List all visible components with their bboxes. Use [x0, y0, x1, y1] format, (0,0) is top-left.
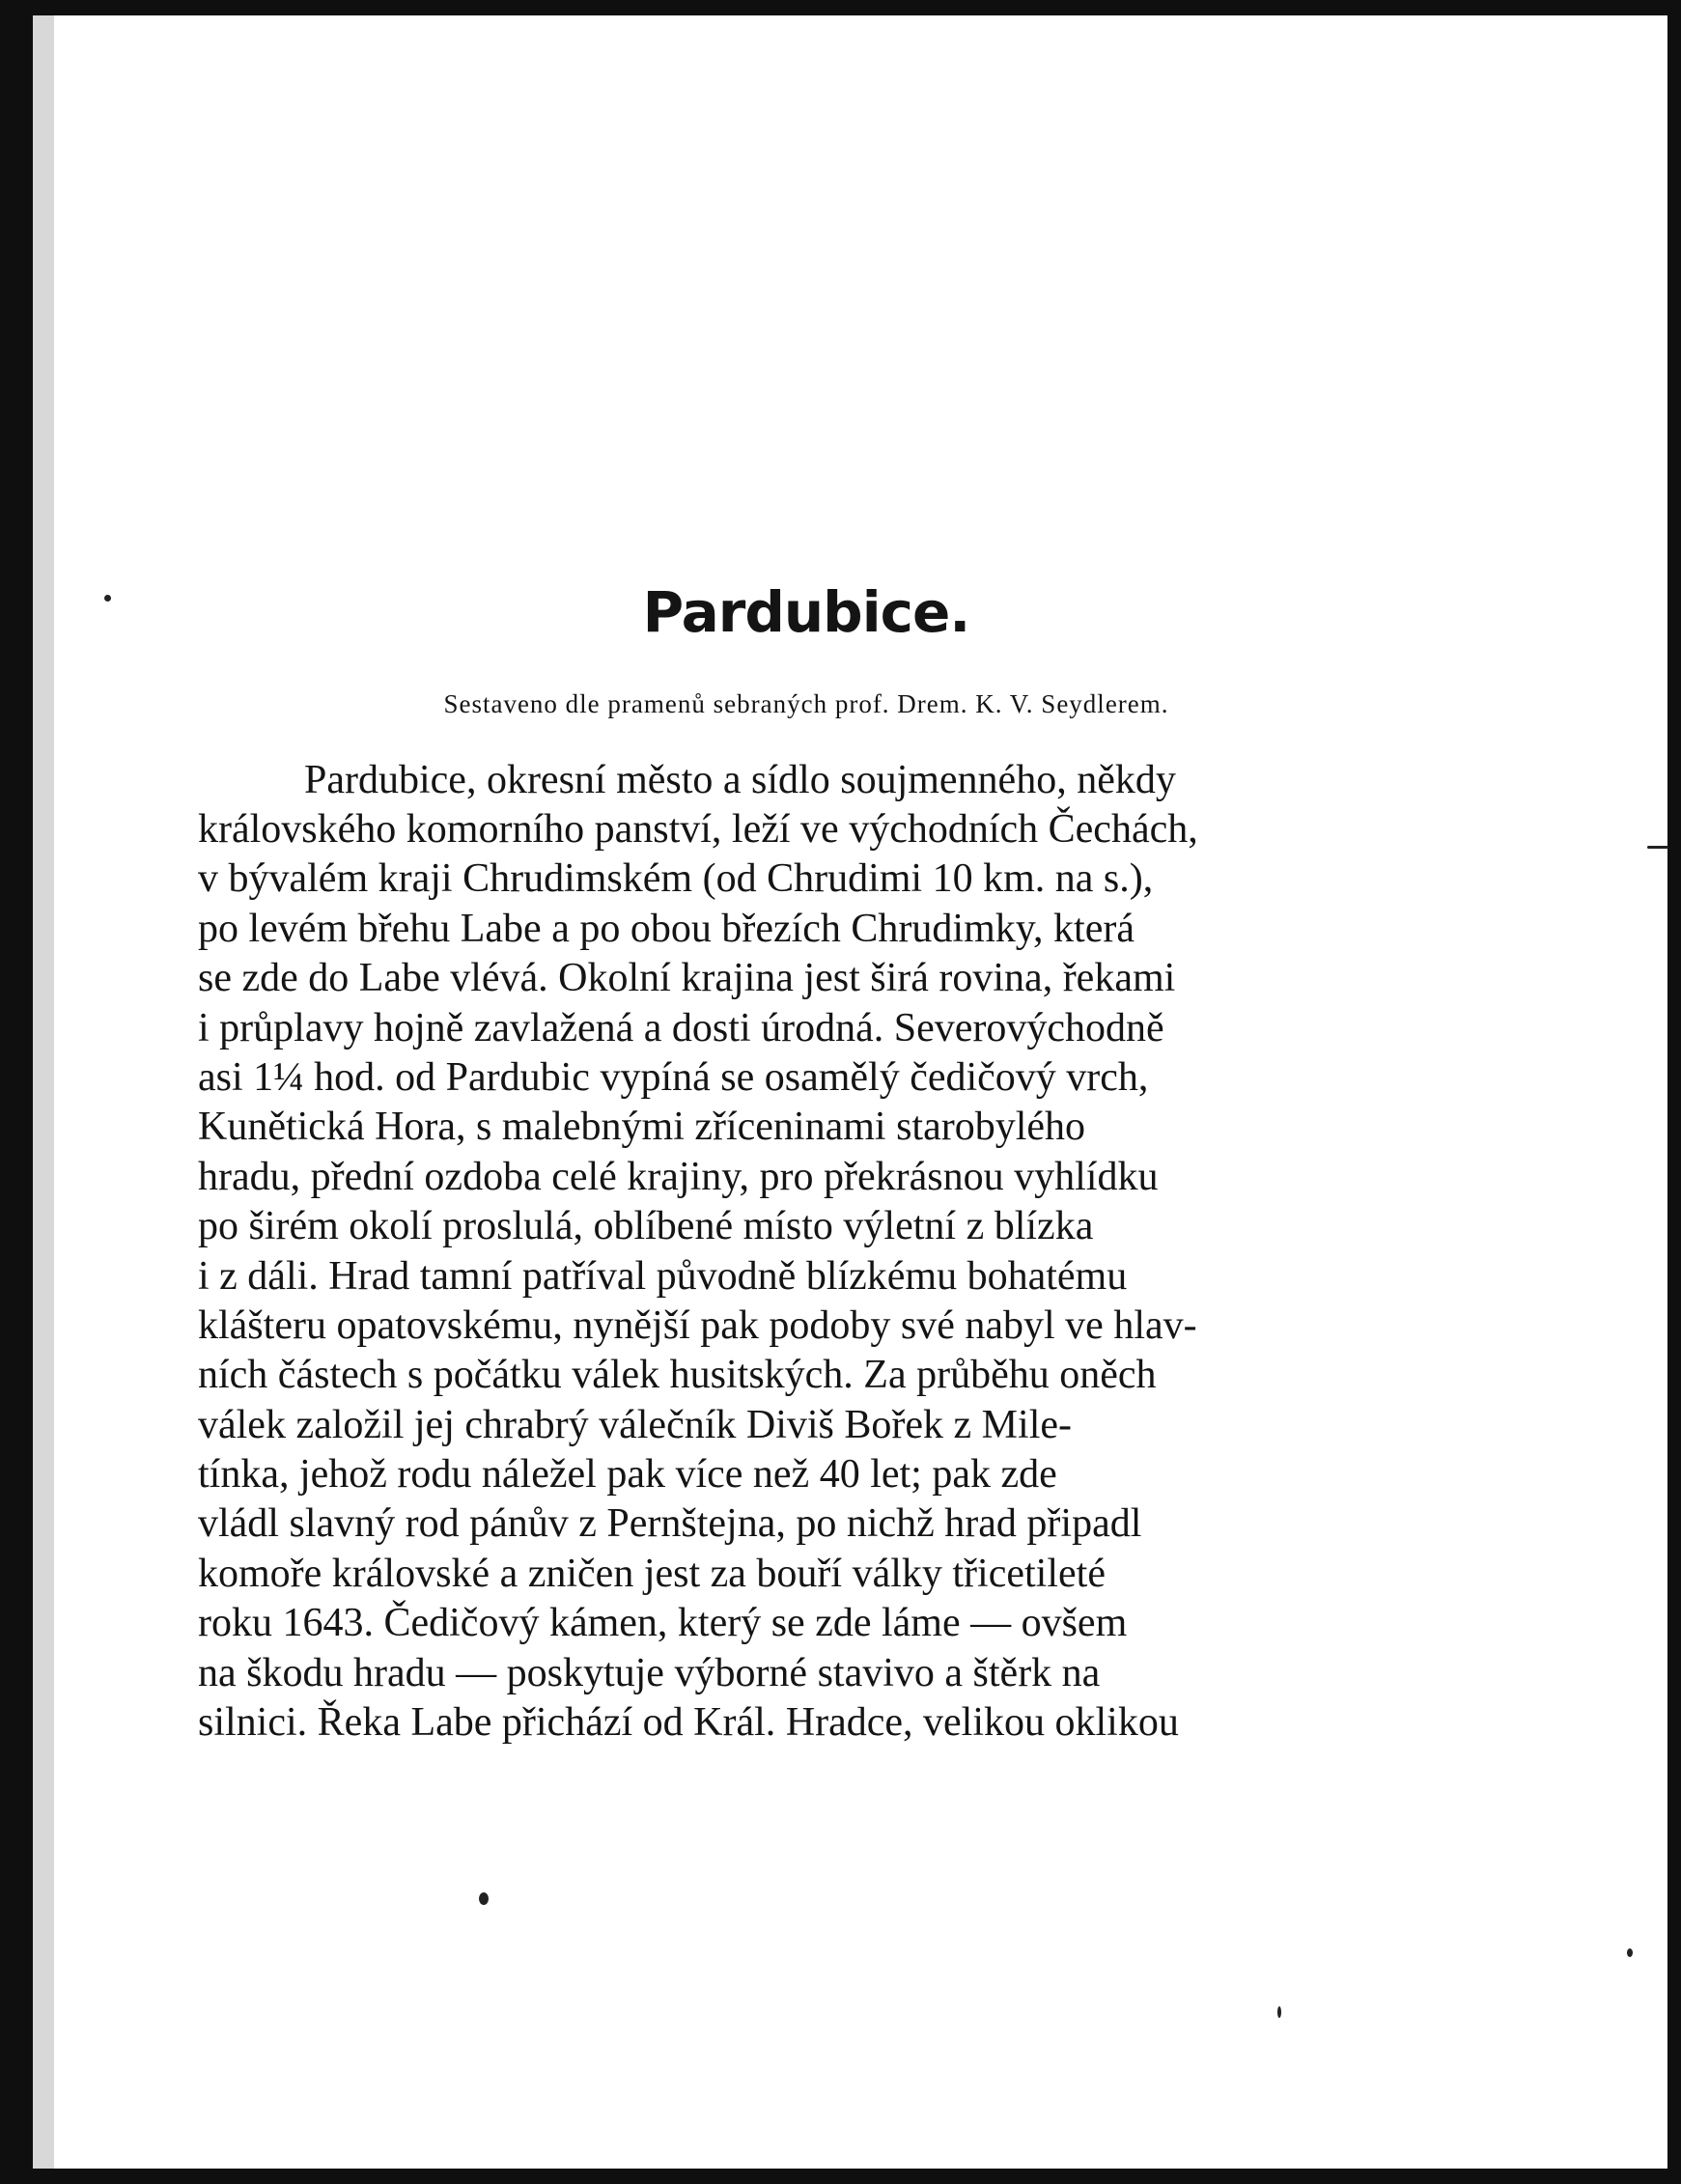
text-line: silnici. Řeka Labe přichází od Král. Hradce, velikou oklikou: [198, 1700, 1179, 1746]
page-title: Pardubice.: [642, 579, 970, 645]
text-line: na škodu hradu — poskytuje výborné stavivo a štěrk na: [198, 1650, 1101, 1695]
text-line: Kunětická Hora, s malebnými zříceninami starobylého: [198, 1105, 1086, 1150]
text-line: hradu, přední ozdoba celé krajiny, pro překrásnou vyhlídku: [198, 1154, 1159, 1199]
ink-speck: [479, 1892, 489, 1905]
ink-speck: [1647, 846, 1668, 849]
text-line: komoře královské a zničen jest za bouří války třicetileté: [198, 1551, 1106, 1596]
body-text: [198, 756, 1415, 1749]
text-line: v bývalém kraji Chrudimském (od Chrudimi 10 km. na s.),: [198, 856, 1154, 902]
page-gutter-shadow: [33, 15, 54, 2184]
text-line: vládl slavný rod pánův z Pernštejna, po nichž hrad připadl: [198, 1501, 1142, 1547]
text-line: královského komorního panství, leží ve východních Čechách,: [198, 806, 1198, 852]
text-line: i z dáli. Hrad tamní patříval původně blízkému bohatému: [198, 1253, 1128, 1299]
scan-border-bottom: [0, 2169, 1681, 2184]
text-line: klášteru opatovskému, nynější pak podoby své nabyl ve hlav-: [198, 1302, 1197, 1348]
text-line: Pardubice, okresní město a sídlo soujmenného, někdy: [304, 757, 1176, 802]
ink-speck: [104, 595, 111, 602]
document-page: [198, 579, 1415, 1748]
text-line: roku 1643. Čedičový kámen, který se zde láme — ovšem: [198, 1601, 1128, 1646]
scan-border-top: [0, 0, 1681, 15]
text-line: asi 1¼ hod. od Pardubic vypíná se osamělý čedičový vrch,: [198, 1054, 1149, 1100]
text-line: po levém břehu Labe a po obou březích Chrudimky, která: [198, 906, 1135, 951]
ink-speck: [1627, 1948, 1633, 1957]
byline: Sestaveno dle pramenů sebraných prof. Drem. K. V. Seydlerem.: [443, 688, 1169, 718]
text-line: se zde do Labe vlévá. Okolní krajina jest širá rovina, řekami: [198, 956, 1176, 1001]
text-line: tínka, jehož rodu náležel pak více než 40 let; pak zde: [198, 1452, 1057, 1498]
text-line: válek založil jej chrabrý válečník Diviš Bořek z Mile-: [198, 1402, 1072, 1447]
text-line: i průplavy hojně zavlažená a dosti úrodná. Severovýchodně: [198, 1005, 1164, 1050]
scan-border-right: [1667, 0, 1681, 2184]
text-line: ních částech s počátku válek husitských. Za průběhu oněch: [198, 1353, 1157, 1398]
scan-border-left: [0, 0, 33, 2184]
ink-speck: [1277, 2006, 1281, 2018]
text-line: po širém okolí proslulá, oblíbené místo výletní z blízka: [198, 1204, 1094, 1249]
